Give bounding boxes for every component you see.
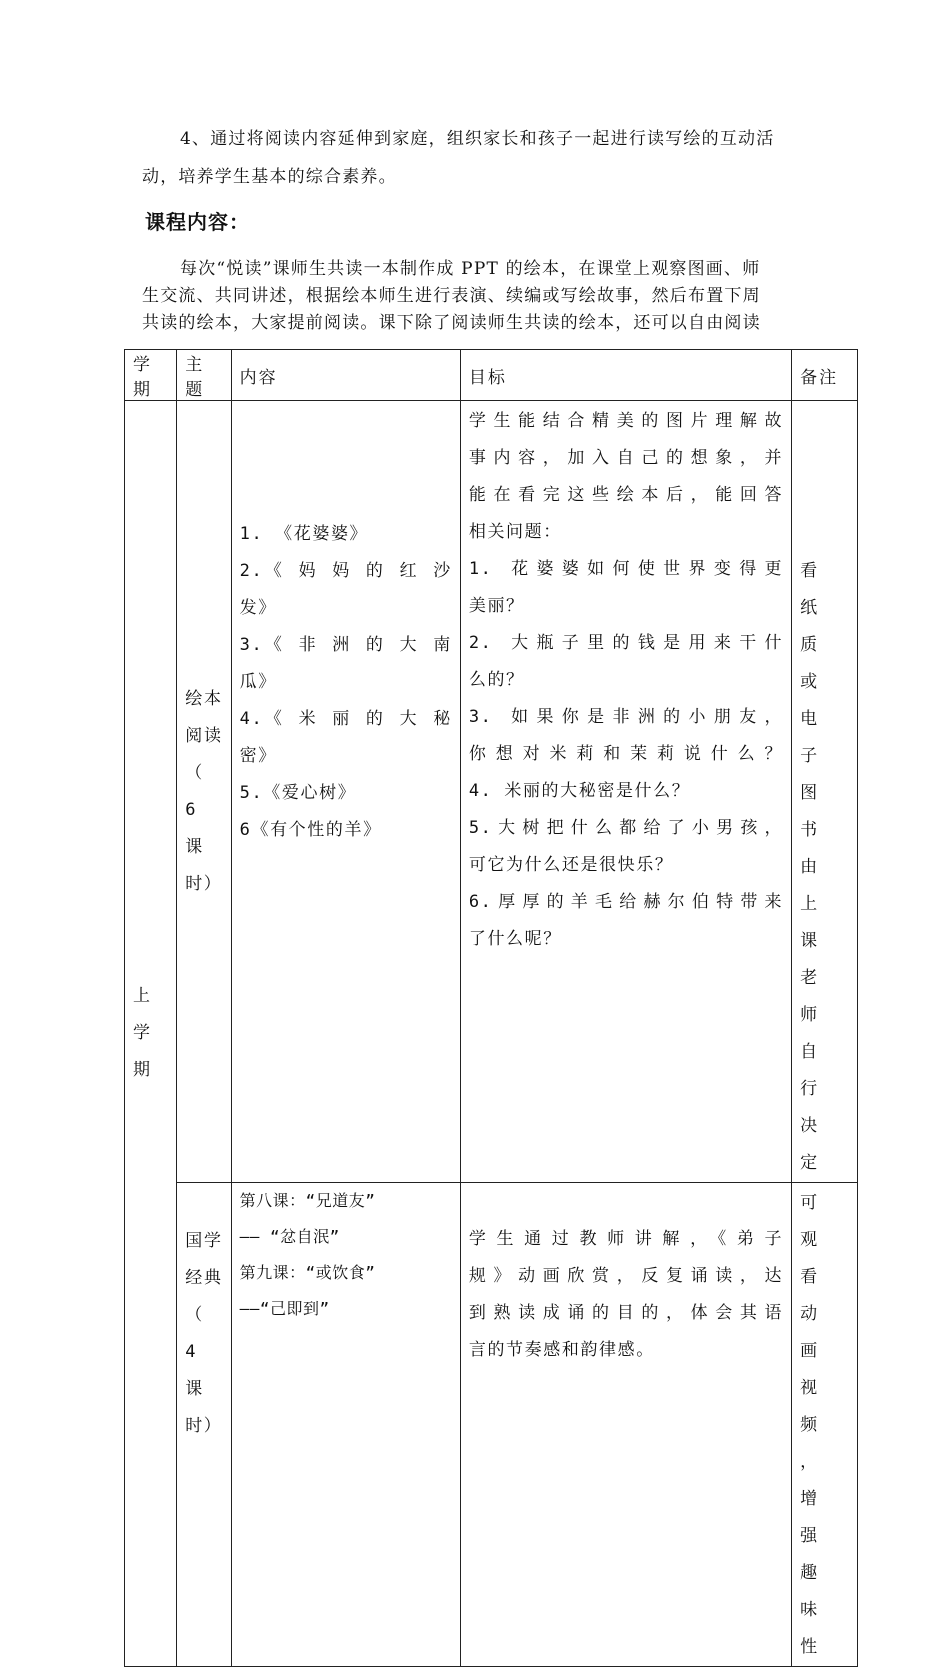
header-goal: 目标 [460,350,791,401]
course-paragraph-line2: 生交流、共同讲述，根据绘本师生进行表演、续编或写绘故事，然后布置下周 [142,286,761,306]
goal-line: 到熟读成诵的目的，体会其语 [468,1303,784,1323]
note-line: 质 或 [800,635,819,692]
theme-line: 课 [185,836,204,857]
term-char: 学 [133,1023,152,1043]
note-line: 行 决 [800,1079,819,1136]
goal-cell [460,1183,791,1667]
content-line: —— “忿自泯” [239,1227,340,1246]
content-cell [231,1183,460,1667]
content-line: 第八课：“兄道友” [239,1191,376,1210]
note-line: 师 自 [800,1005,819,1062]
goal-line: 事内容，加入自己的想象，并 [468,448,784,468]
goal-line: 能在看完这些绘本后，能回答 [468,485,784,505]
theme-line: 经典 [185,1268,223,1288]
goal-line: 言的节奏感和韵律感。 [468,1340,655,1360]
table-row [125,401,858,1183]
course-table [124,349,858,1667]
theme-line: 时） [185,873,223,894]
content-line: 6《有个性的羊》 [239,820,382,840]
theme-line: （ 6 [185,762,204,820]
content-line: 瓜》 [239,672,277,692]
header-theme: 主题 [177,350,231,401]
intro-item-4-line1: 4、通过将阅读内容延伸到家庭，组织家长和孩子一起进行读写绘的互动活 [180,129,775,149]
goal-line: 6.厚厚的羊毛给赫尔伯特带来 [468,892,784,912]
goal-line: 美丽？ [468,596,525,616]
goal-line: 可它为什么还是很快乐？ [468,855,674,875]
intro-item-4-line2: 动，培养学生基本的综合素养。 [142,167,397,187]
note-line: 看 纸 [800,561,819,618]
note-cell [792,401,858,1183]
goal-line: 规》动画欣赏，反复诵读，达 [468,1266,784,1286]
note-line: 由 上 [800,857,819,914]
header-note: 备注 [792,350,858,401]
content-line: 1. 《花婆婆》 [239,524,369,544]
goal-line: 4. 米丽的大秘密是什么？ [468,781,691,801]
header-content: 内容 [231,350,460,401]
table-header-row [125,350,858,401]
theme-cell [177,401,231,1183]
theme-line: 时） [185,1416,223,1436]
theme-line: 国学 [185,1231,223,1251]
content-line: 2.《 妈 妈 的 红 沙 [239,561,452,581]
term-char: 上 [133,986,152,1006]
theme-line: （ 4 [185,1305,204,1362]
content-line: ——“己即到” [239,1299,330,1318]
term-char: 期 [133,1060,152,1080]
goal-line: 你想对米莉和茉莉说什么？ [468,744,784,764]
content-line: 发》 [239,598,277,618]
note-line: 性 [800,1637,819,1657]
goal-line: 相关问题： [468,522,562,542]
content-line: 第九课：“或饮食” [239,1263,376,1282]
content-line: 密》 [239,746,277,766]
content-line: 4.《 米 丽 的 大 秘 [239,709,452,729]
note-line: 频 ， [800,1415,819,1472]
goal-line: 5.大树把什么都给了小男孩， [468,818,784,838]
note-cell [792,1183,858,1667]
note-line: 趣 味 [800,1563,819,1620]
intro-item-4 [142,120,812,196]
goal-line: 学生能结合精美的图片理解故 [468,411,784,431]
theme-line: 课 [185,1379,204,1399]
theme-cell [177,1183,231,1667]
content-cell [231,401,460,1183]
theme-line: 绘本 [185,688,223,709]
goal-line: 么的？ [468,670,525,690]
note-line: 图 书 [800,783,819,840]
note-line: 增 强 [800,1489,819,1546]
goal-line: 1. 花婆婆如何使世界变得更 [468,559,784,579]
note-line: 可 观 [800,1193,819,1250]
note-line: 定 [800,1153,819,1173]
goal-line: 学生通过教师讲解，《弟子 [468,1229,784,1249]
content-line: 3.《 非 洲 的 大 南 [239,635,452,655]
course-paragraph-line1: 每次“悦读”课师生共读一本制作成 PPT 的绘本，在课堂上观察图画、师 [180,259,761,279]
header-term: 学期 [125,350,177,401]
term-cell [125,401,177,1667]
goal-line: 3. 如果你是非洲的小朋友， [468,707,784,727]
note-line: 看 动 [800,1267,819,1324]
course-paragraph [142,256,812,337]
goal-line: 了什么呢？ [468,929,562,949]
table-row [125,1183,858,1667]
goal-cell [460,401,791,1183]
section-heading: 课程内容： [145,210,250,234]
note-line: 课 老 [800,931,819,988]
goal-line: 2. 大瓶子里的钱是用来干什 [468,633,784,653]
course-paragraph-line3: 共读的绘本，大家提前阅读。课下除了阅读师生共读的绘本，还可以自由阅读 [142,313,761,333]
content-line: 5.《爱心树》 [239,783,357,803]
theme-line: 阅读 [185,725,223,746]
note-line: 画 视 [800,1341,819,1398]
note-line: 电 子 [800,709,819,766]
